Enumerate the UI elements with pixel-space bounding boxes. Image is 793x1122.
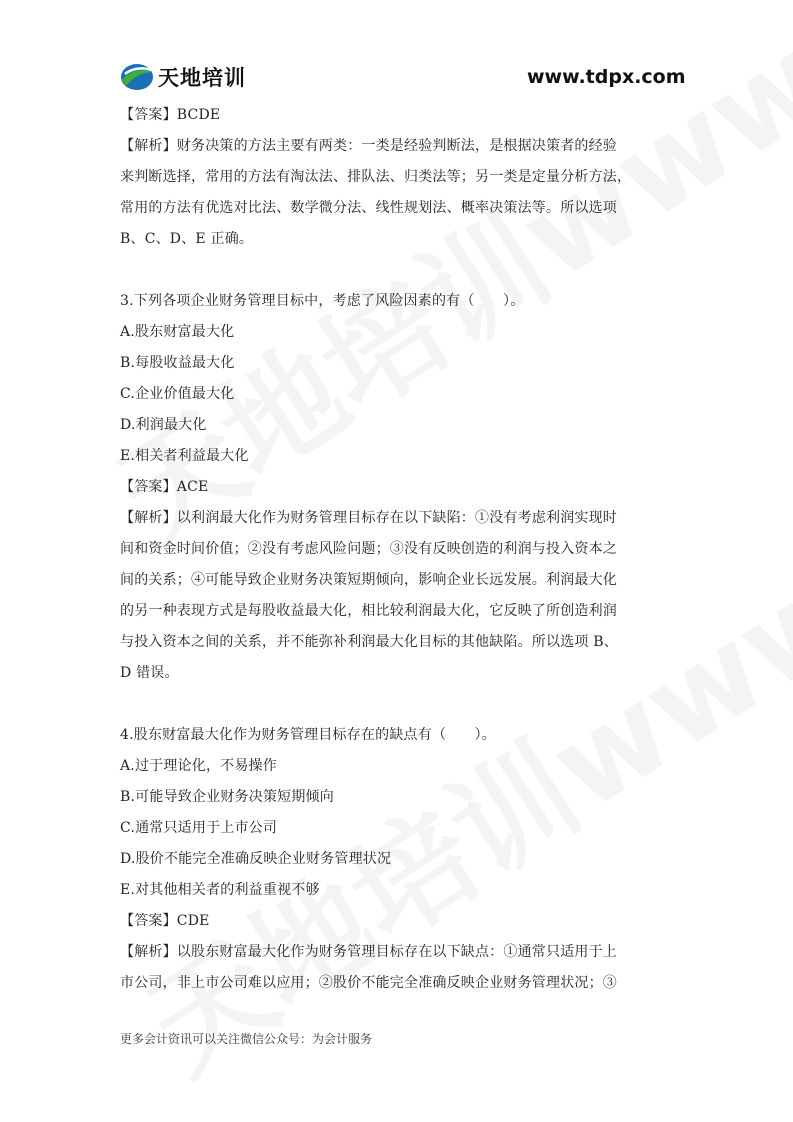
- analysis-line: D 错误。: [120, 665, 179, 681]
- footer-note: 更多会计资讯可以关注微信公众号：为会计服务: [120, 1032, 373, 1046]
- analysis-line: 市公司，非上市公司难以应用；②股价不能完全准确反映企业财务管理状况；③: [120, 975, 617, 991]
- analysis-line: 常用的方法有优选对比法、数学微分法、线性规划法、概率决策法等。所以选项: [120, 200, 617, 216]
- site-url: www.tdpx.com: [527, 66, 686, 88]
- analysis-line: 【解析】以利润最大化作为财务管理目标存在以下缺陷：①没有考虑利润实现时: [120, 510, 617, 526]
- analysis-line: 【解析】以股东财富最大化作为财务管理目标存在以下缺点：①通常只适用于上: [120, 944, 617, 960]
- option-line: C.企业价值最大化: [120, 386, 235, 402]
- option-line: A.过于理论化，不易操作: [120, 758, 277, 774]
- logo-text: 天地培训: [158, 66, 246, 90]
- logo-swoosh-icon: [120, 62, 154, 92]
- answer-line: 【答案】ACE: [120, 479, 209, 495]
- blank-line: [120, 689, 680, 720]
- option-line: E.对其他相关者的利益重视不够: [120, 882, 320, 898]
- analysis-line: B、C、D、E 正确。: [120, 231, 254, 247]
- analysis-line: 来判断选择，常用的方法有淘汰法、排队法、归类法等；另一类是定量分析方法，: [120, 169, 632, 185]
- option-line: B.可能导致企业财务决策短期倾向: [120, 789, 334, 805]
- analysis-line: 的另一种表现方式是每股收益最大化，相比较利润最大化，它反映了所创造利润: [120, 603, 617, 619]
- analysis-line: 与投入资本之间的关系，并不能弥补利润最大化目标的其他缺陷。所以选项 B、: [120, 634, 618, 650]
- option-line: E.相关者利益最大化: [120, 448, 249, 464]
- option-line: D.利润最大化: [120, 417, 207, 433]
- blank-line: [120, 255, 680, 286]
- option-line: A.股东财富最大化: [120, 324, 235, 340]
- question-line: 4.股东财富最大化作为财务管理目标存在的缺点有（ ）。: [120, 727, 496, 743]
- page-header: [0, 0, 793, 100]
- answer-line: 【答案】CDE: [120, 913, 210, 929]
- option-line: B.每股收益最大化: [120, 355, 235, 371]
- logo: [120, 62, 250, 92]
- question-line: 3.下列各项企业财务管理目标中，考虑了风险因素的有（ ）。: [120, 293, 525, 309]
- answer-line: 【答案】BCDE: [120, 107, 221, 123]
- option-line: D.股价不能完全准确反映企业财务管理状况: [120, 851, 392, 867]
- analysis-line: 【解析】财务决策的方法主要有两类：一类是经验判断法，是根据决策者的经验: [120, 138, 617, 154]
- analysis-line: 间的关系；④可能导致企业财务决策短期倾向，影响企业长远发展。利润最大化: [120, 572, 617, 588]
- option-line: C.通常只适用于上市公司: [120, 820, 278, 836]
- document-body: [120, 100, 680, 999]
- analysis-line: 间和资金时间价值；②没有考虑风险问题；③没有反映创造的利润与投入资本之: [120, 541, 617, 557]
